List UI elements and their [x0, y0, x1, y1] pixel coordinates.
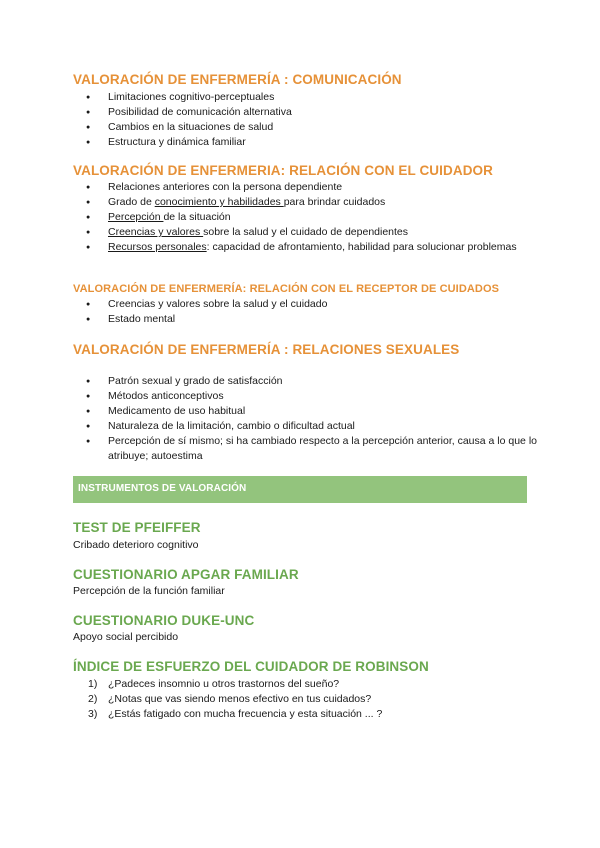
heading-receptor: VALORACIÓN DE ENFERMERÍA: RELACIÓN CON EL RECEPTOR DE CUIDADOS	[73, 283, 500, 295]
list-item: ● Estado mental	[82, 312, 538, 327]
list-robinson	[82, 677, 382, 722]
list-item	[82, 692, 382, 707]
list-cuidador	[82, 180, 538, 255]
text-segment: sobre la salud y el cuidado de dependientes	[203, 226, 409, 238]
heading-cuidador: VALORACIÓN DE ENFERMERIA: RELACIÓN CON EL CUIDADOR	[73, 163, 494, 178]
section-banner	[73, 476, 527, 503]
underlined-text: conocimiento y habilidades	[154, 196, 284, 208]
list-item: ● Estructura y dinámica familiar	[82, 135, 538, 150]
list-item: ● Creencias y valores sobre la salud y el cuidado	[82, 297, 538, 312]
heading-apgar: CUESTIONARIO APGAR FAMILIAR	[73, 567, 299, 582]
item-text: ¿Estás fatigado con mucha frecuencia y esta situación ... ?	[108, 708, 383, 720]
desc-apgar: Percepción de la función familiar	[73, 585, 225, 597]
list-item	[82, 195, 538, 210]
list-item: ● Cambios en la situaciones de salud	[82, 120, 538, 135]
list-item	[82, 210, 538, 225]
list-item	[82, 225, 538, 240]
heading-comunicacion: VALORACIÓN DE ENFERMERÍA : COMUNICACIÓN	[73, 72, 402, 87]
heading-duke: CUESTIONARIO DUKE-UNC	[73, 613, 255, 628]
item-number: 2)	[88, 693, 98, 705]
list-item: ● Posibilidad de comunicación alternativa	[82, 105, 538, 120]
item-text: ¿Padeces insomnio u otros trastornos del sueño?	[108, 678, 340, 690]
list-item: ● Percepción de sí mismo; si ha cambiado respecto a la percepción anterior, causa a lo que lo atribuye; autoestima	[82, 434, 538, 464]
list-receptor	[82, 297, 538, 327]
list-comunicacion	[82, 90, 538, 150]
text-segment: Grado de	[108, 196, 155, 208]
list-item: ● Naturaleza de la limitación, cambio o dificultad actual	[82, 419, 538, 434]
list-item	[82, 677, 382, 692]
desc-pfeiffer: Cribado deterioro cognitivo	[73, 539, 199, 551]
item-text: ¿Notas que vas siendo menos efectivo en tus cuidados?	[108, 693, 372, 705]
list-item: ● Patrón sexual y grado de satisfacción	[82, 374, 538, 389]
heading-robinson: ÍNDICE DE ESFUERZO DEL CUIDADOR DE ROBINSON	[73, 659, 429, 674]
underlined-text: Percepción	[108, 211, 164, 223]
list-item: ● Limitaciones cognitivo-perceptuales	[82, 90, 538, 105]
underlined-text: Recursos personales	[108, 241, 207, 253]
item-number: 1)	[88, 678, 98, 690]
item-number: 3)	[88, 708, 98, 720]
heading-pfeiffer: TEST DE PFEIFFER	[73, 520, 201, 535]
list-item	[82, 707, 382, 722]
heading-sexuales: VALORACIÓN DE ENFERMERÍA : RELACIONES SEXUALES	[73, 342, 460, 357]
list-item: ● Métodos anticonceptivos	[82, 389, 538, 404]
list-item: ● Medicamento de uso habitual	[82, 404, 538, 419]
text-segment: : capacidad de afrontamiento, habilidad para solucionar problemas	[206, 241, 517, 253]
list-item	[82, 240, 538, 255]
banner-label: INSTRUMENTOS DE VALORACIÓN	[78, 483, 247, 494]
text-segment: para brindar cuidados	[283, 196, 386, 208]
list-sexuales	[82, 374, 538, 464]
desc-duke: Apoyo social percibido	[73, 631, 179, 643]
text-segment: de la situación	[163, 211, 231, 223]
list-item: ● Relaciones anteriores con la persona dependiente	[82, 180, 538, 195]
underlined-text: Creencias y valores	[108, 226, 204, 238]
